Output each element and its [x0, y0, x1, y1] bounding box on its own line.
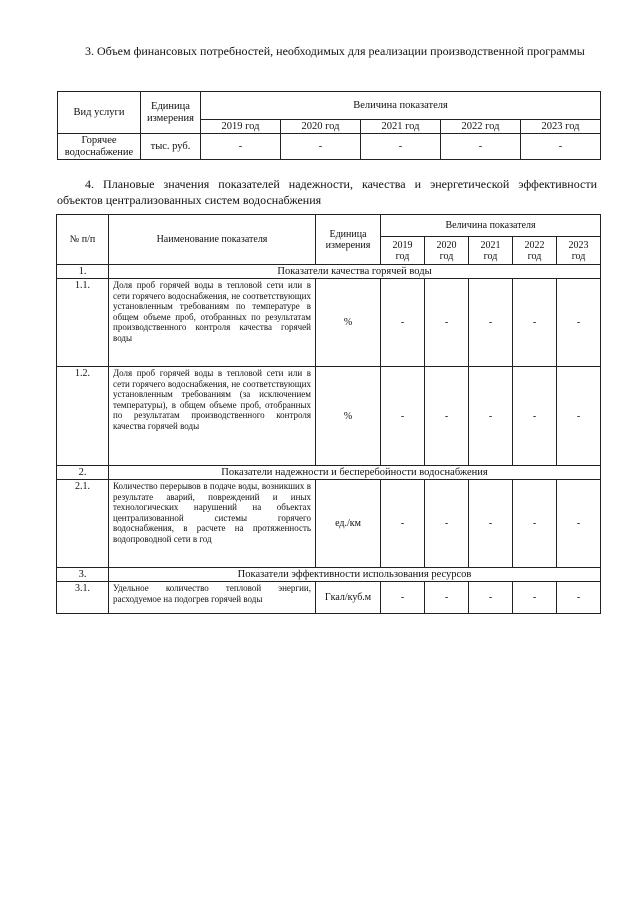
value-cell: - [513, 367, 557, 466]
section-row [57, 265, 601, 279]
value-cell: - [425, 480, 469, 568]
value-cell: - [425, 367, 469, 466]
row-num: 1.1. [57, 279, 109, 367]
indicator-name: Доля проб горячей воды в тепловой сети или в сети горячего водоснабжения, не соответствующих установленным требованиям по температуре в общем объеме проб, отобранных по результатам производственного контроля качества горячей воды [109, 279, 316, 367]
value-cell: - [281, 134, 361, 160]
value-cell: - [381, 279, 425, 367]
value-cell: - [513, 480, 557, 568]
table-row [58, 134, 601, 160]
year-header: 2022 год [441, 120, 521, 134]
unit-cell: Гкал/куб.м [316, 582, 381, 614]
year-header: 2019 год [381, 237, 425, 265]
header-name: Наименование показателя [109, 215, 316, 265]
year-header: 2019 год [201, 120, 281, 134]
value-cell: - [469, 279, 513, 367]
value-cell: - [381, 480, 425, 568]
value-cell: - [557, 480, 601, 568]
year-header: 2023 год [557, 237, 601, 265]
table-row [57, 367, 601, 466]
table-row [57, 279, 601, 367]
table-row [57, 582, 601, 614]
value-cell: - [469, 480, 513, 568]
section-row [57, 466, 601, 480]
value-cell: - [557, 279, 601, 367]
header-unit: Единица измерения [141, 92, 201, 134]
unit-cell: ед./км [316, 480, 381, 568]
service-cell: Горячее водоснабжение [58, 134, 141, 160]
value-cell: - [469, 367, 513, 466]
year-header: 2021 год [361, 120, 441, 134]
section-num: 3. [57, 568, 109, 582]
year-header: 2023 год [521, 120, 601, 134]
indicator-name: Удельное количество тепловой энергии, расходуемое на подогрев горячей воды [109, 582, 316, 614]
value-cell: - [521, 134, 601, 160]
row-num: 1.2. [57, 367, 109, 466]
section-num: 1. [57, 265, 109, 279]
section4-heading: 4. Плановые значения показателей надежности, качества и энергетической эффективности объектов централизованных систем водоснабжения [57, 177, 597, 207]
value-cell: - [557, 367, 601, 466]
year-header: 2022 год [513, 237, 557, 265]
value-cell: - [381, 367, 425, 466]
value-cell: - [201, 134, 281, 160]
indicator-name: Доля проб горячей воды в тепловой сети или в сети горячего водоснабжения, не соответствующих установленным требованиям (за исключением температуры), в общем объеме проб, отобранных по результатам производственного контроля качества горячей воды [109, 367, 316, 466]
financial-needs-table [57, 91, 601, 160]
value-cell: - [425, 582, 469, 614]
value-cell: - [441, 134, 521, 160]
value-cell: - [381, 582, 425, 614]
value-cell: - [425, 279, 469, 367]
year-header: 2020 год [281, 120, 361, 134]
header-value: Величина показателя [381, 215, 601, 237]
section-title: Показатели надежности и бесперебойности водоснабжения [109, 466, 601, 480]
year-header: 2021 год [469, 237, 513, 265]
section-row [57, 568, 601, 582]
section-title: Показатели эффективности использования ресурсов [109, 568, 601, 582]
header-service: Вид услуги [58, 92, 141, 134]
value-cell: - [361, 134, 441, 160]
reliability-indicators-table [56, 214, 601, 614]
value-cell: - [469, 582, 513, 614]
section-num: 2. [57, 466, 109, 480]
table-row [57, 480, 601, 568]
section-title: Показатели качества горячей воды [109, 265, 601, 279]
row-num: 3.1. [57, 582, 109, 614]
header-unit: Единица измерения [316, 215, 381, 265]
unit-cell: % [316, 367, 381, 466]
indicator-name: Количество перерывов в подаче воды, возникших в результате аварий, повреждений и иных технологических нарушений на объектах централизованной системы горячего водоснабжения, в расчете на протяженность водопроводной сети в год [109, 480, 316, 568]
unit-cell: % [316, 279, 381, 367]
row-num: 2.1. [57, 480, 109, 568]
value-cell: - [557, 582, 601, 614]
header-value: Величина показателя [201, 92, 601, 120]
unit-cell: тыс. руб. [141, 134, 201, 160]
section3-heading: 3. Объем финансовых потребностей, необходимых для реализации производственной программы [85, 44, 585, 58]
year-header: 2020 год [425, 237, 469, 265]
value-cell: - [513, 582, 557, 614]
value-cell: - [513, 279, 557, 367]
header-num: № п/п [57, 215, 109, 265]
